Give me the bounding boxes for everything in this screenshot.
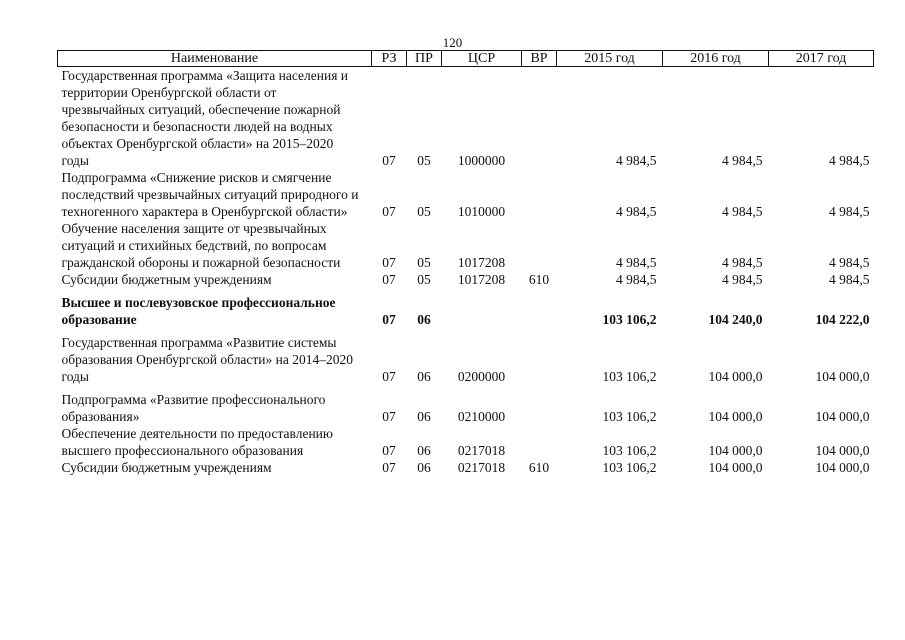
row-pr: 06 [417, 409, 431, 424]
row-name: Субсидии бюджетным учреждениям [61, 272, 272, 287]
table-row [58, 425, 874, 459]
row-2017: 104 000,0 [815, 369, 870, 384]
header-2016: 2016 год [663, 51, 769, 67]
table-row [58, 169, 874, 220]
row-rz: 07 [382, 312, 396, 327]
table-row [58, 459, 874, 476]
row-name: Подпрограмма «Снижение рисков и смягчение последствий чрезвычайных ситуаций природного и техногенного характера в Оренбургской области» [61, 170, 359, 219]
row-name: Субсидии бюджетным учреждениям [61, 460, 272, 475]
row-csr: 1010000 [457, 204, 506, 219]
table-row [58, 385, 874, 425]
row-csr: 1017208 [457, 255, 506, 270]
header-pr: ПР [407, 51, 442, 67]
row-vr [522, 288, 557, 328]
row-vr: 610 [528, 460, 550, 475]
row-2015: 103 106,2 [602, 409, 657, 424]
row-name: Государственная программа «Развитие системы образования Оренбургской области» на 2014–2020 годы [61, 335, 354, 384]
row-2016: 104 240,0 [708, 312, 763, 327]
table-row-section [58, 288, 874, 328]
row-2016: 104 000,0 [708, 460, 763, 475]
row-pr: 05 [417, 255, 431, 270]
row-pr: 05 [417, 272, 431, 287]
row-rz: 07 [382, 272, 396, 287]
row-rz: 07 [382, 409, 396, 424]
row-name: Высшее и послевузовское профессиональное образование [61, 295, 336, 327]
budget-table [57, 50, 874, 476]
row-name: Обеспечение деятельности по предоставлению высшего профессионального образования [61, 426, 333, 458]
row-2017: 4 984,5 [829, 204, 870, 219]
row-rz: 07 [382, 443, 396, 458]
row-2017: 104 000,0 [815, 443, 870, 458]
row-pr: 06 [417, 443, 431, 458]
row-rz: 07 [382, 153, 396, 168]
row-2017: 4 984,5 [829, 153, 870, 168]
row-2016: 104 000,0 [708, 369, 763, 384]
row-2015: 103 106,2 [602, 443, 657, 458]
row-pr: 06 [417, 460, 431, 475]
row-name: Подпрограмма «Развитие профессионального образования» [61, 392, 326, 424]
row-rz: 07 [382, 204, 396, 219]
row-2015: 103 106,2 [602, 369, 657, 384]
row-vr [522, 220, 557, 271]
header-csr: ЦСР [442, 51, 522, 67]
row-2015: 103 106,2 [602, 312, 657, 327]
row-csr: 1017208 [457, 272, 506, 287]
row-pr: 05 [417, 153, 431, 168]
row-rz: 07 [382, 255, 396, 270]
page-number: 120 [442, 35, 463, 50]
table-row [58, 67, 874, 170]
row-rz: 07 [382, 460, 396, 475]
row-pr: 05 [417, 204, 431, 219]
row-2017: 104 000,0 [815, 460, 870, 475]
row-2016: 4 984,5 [722, 255, 763, 270]
row-vr [522, 67, 557, 170]
row-name: Государственная программа «Защита населения и территории Оренбургской области от чрезвычайных ситуаций, обеспечение пожарной безопасности и безопасности людей на водных объектах Оренбургской области» на 2015–2020 годы [61, 68, 349, 168]
row-pr: 06 [417, 369, 431, 384]
row-vr [522, 385, 557, 425]
row-csr: 0217018 [457, 460, 506, 475]
row-2016: 4 984,5 [722, 204, 763, 219]
row-pr: 06 [417, 312, 431, 327]
row-2015: 4 984,5 [616, 255, 657, 270]
row-vr: 610 [528, 272, 550, 287]
row-csr: 1000000 [457, 153, 506, 168]
header-vr: ВР [522, 51, 557, 67]
row-2015: 4 984,5 [616, 204, 657, 219]
row-2016: 4 984,5 [722, 272, 763, 287]
row-2017: 4 984,5 [829, 272, 870, 287]
row-name: Обучение населения защите от чрезвычайных ситуаций и стихийных бедствий, по вопросам гражданской обороны и пожарной безопасности [61, 221, 341, 270]
row-2017: 104 222,0 [815, 312, 870, 327]
row-rz: 07 [382, 369, 396, 384]
row-csr [442, 288, 522, 328]
row-vr [522, 169, 557, 220]
header-rz: РЗ [372, 51, 407, 67]
row-csr: 0217018 [457, 443, 506, 458]
table-row [58, 271, 874, 288]
header-2017: 2017 год [769, 51, 874, 67]
row-2016: 104 000,0 [708, 443, 763, 458]
row-2015: 4 984,5 [616, 153, 657, 168]
row-2015: 103 106,2 [602, 460, 657, 475]
row-2017: 4 984,5 [829, 255, 870, 270]
row-csr: 0200000 [457, 369, 506, 384]
row-2016: 4 984,5 [722, 153, 763, 168]
header-name: Наименование [58, 51, 372, 67]
table-row [58, 220, 874, 271]
row-2016: 104 000,0 [708, 409, 763, 424]
row-vr [522, 328, 557, 385]
row-csr: 0210000 [457, 409, 506, 424]
header-2015: 2015 год [557, 51, 663, 67]
table-row [58, 328, 874, 385]
table-header-row [58, 51, 874, 67]
row-2017: 104 000,0 [815, 409, 870, 424]
row-2015: 4 984,5 [616, 272, 657, 287]
row-vr [522, 425, 557, 459]
